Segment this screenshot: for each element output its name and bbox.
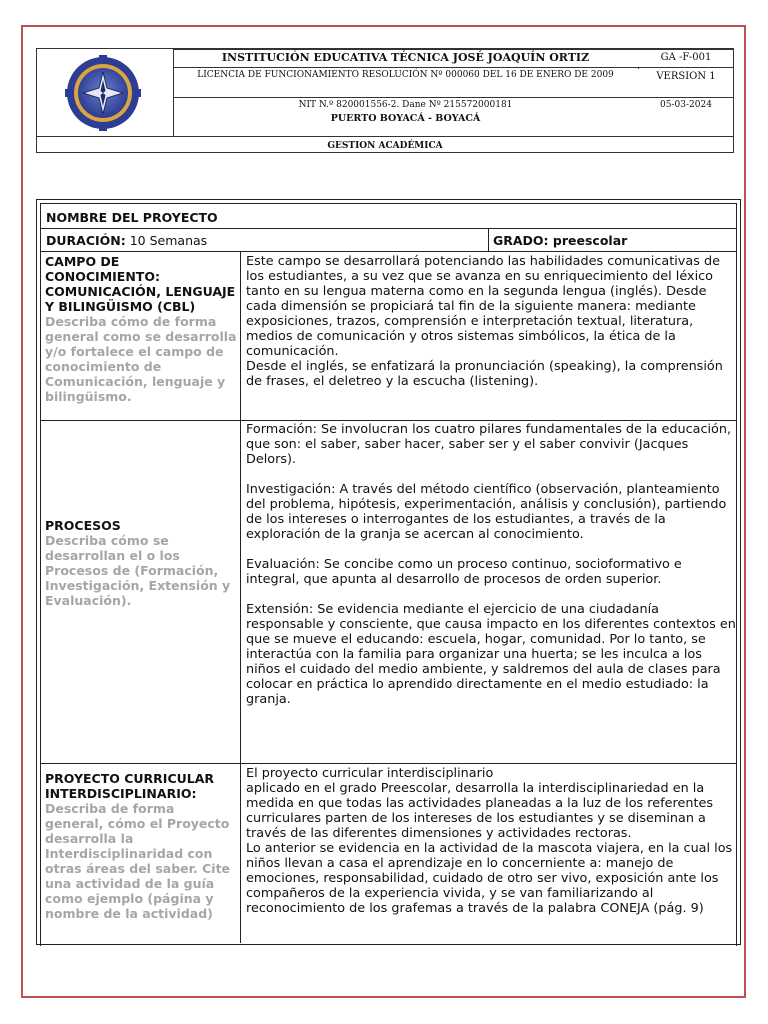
duration-label: DURACIÓN: (46, 233, 126, 248)
row-divider (41, 420, 736, 421)
project-name-label: NOMBRE DEL PROYECTO (46, 210, 218, 225)
interdisciplinario-paragraph: Lo anterior se evidencia en la actividad de la mascota viajera, en la cual los niños llevan a casa el aprendizaje en lo concerniente a: manejo de emociones, responsabilidad, cuidado de otro ser vivo, exposición ante los compañeros de la experiencia vivida, y se van familiarizando al reconocimiento de los grafemas a través de la palabra CONEJA (pág. 9) (246, 841, 733, 916)
cbl-label-cell (45, 254, 237, 404)
row-divider (41, 228, 736, 229)
interdisciplinario-paragraph: aplicado en el grado Preescolar, desarrolla la interdisciplinariedad en la medida en que todas las actividades planeadas a la luz de los referentes curriculares parten de los intereses de los estudiantes y se diseminan a través de las diferentes dimensiones y actividades rectoras. (246, 781, 714, 841)
interdisciplinario-label-cell (45, 771, 237, 921)
procesos-title: PROCESOS (45, 518, 121, 533)
label-column-divider (240, 251, 241, 943)
col-divider (488, 228, 489, 251)
section-title: GESTION ACADÉMICA (37, 136, 733, 154)
license-text: LICENCIA DE FUNCIONAMIENTO RESOLUCIÓN Nº 000060 DEL 16 DE ENERO DE 2009 (173, 67, 639, 69)
extension-paragraph: Extensión: Se evidencia mediante el ejercicio de una ciudadanía responsable y consciente, que causa impacto en los diferentes contextos en que se mueve el educando: escuela, hogar, comunidad. Por lo tanto, se interactúa con la familia para organizar una huerta; se les inculca a los niños el cuidado del medio ambiente, y saldremos del aula de clases para colocar en práctica lo aprendido directamente en el medio estudiado: la granja. (246, 602, 736, 707)
duration-value: 10 Semanas (129, 233, 208, 248)
cbl-hint: Describa cómo de forma general como se desarrolla y/o fortalece el campo de conocimiento de Comunicación, lenguaje y bilingüismo. (45, 314, 237, 404)
duration-cell (46, 233, 207, 248)
procesos-content-cell (246, 422, 736, 707)
evaluacion-paragraph: Evaluación: Se concibe como un proceso continuo, socioformativo e integral, que apunta al desarrollo de procesos de orden superior. (246, 557, 682, 587)
formacion-paragraph: Formación: Se involucran los cuatro pilares fundamentales de la educación, que son: el saber, saber hacer, saber ser y el saber convivir (Jacques Delors). (246, 422, 732, 467)
logo-cell (37, 49, 174, 136)
header-row-nit: NIT N.º 820001556-2. Dane Nº 215572000181 05-03-2024 (173, 97, 733, 98)
cbl-content-cell (246, 254, 736, 389)
investigacion-paragraph: Investigación: A través del método científico (observación, planteamiento del problema, hipótesis, experimentación, análisis y conclusión), partiendo de los intereses o interrogantes de los estudiantes, a través de la exploración de la granja se acercan al conocimiento. (246, 482, 727, 542)
grade-value: preescolar (552, 233, 628, 248)
document-header: INSTITUCIÓN EDUCATIVA TÉCNICA JOSÉ JOAQUÍN ORTIZ GA -F-001 LICENCIA DE FUNCIONAMIENTO RESOLUCIÓN Nº 000060 DEL 16 DE ENERO DE 2009 VERSION 1 NIT N.º 820001556-2. Dane Nº 215572000181 05-03-2024 PUERTO BOYACÁ - BOYACÁ GESTION ACADÉMICA (36, 48, 734, 153)
procesos-label-cell (45, 518, 237, 608)
header-row-institution: INSTITUCIÓN EDUCATIVA TÉCNICA JOSÉ JOAQUÍN ORTIZ GA -F-001 (173, 49, 733, 50)
school-seal-icon (51, 55, 155, 131)
cbl-paragraph: Desde el inglés, se enfatizará la pronunciación (speaking), la comprensión de frases, el deletreo y la escucha (listening). (246, 359, 723, 389)
project-table (36, 199, 741, 945)
grade-label: GRADO: (493, 233, 549, 248)
grade-cell (493, 233, 627, 248)
interdisciplinario-content-cell (246, 766, 736, 916)
interdisciplinario-line: El proyecto curricular interdisciplinario (246, 766, 494, 781)
project-table-inner (40, 203, 737, 946)
row-divider (41, 763, 736, 764)
interdisciplinario-hint: Describa de forma general, cómo el Proyecto desarrolla la Interdisciplinaridad con otras áreas del saber. Cite una actividad de la guía como ejemplo (página y nombre de la actividad) (45, 801, 231, 921)
header-row-license (173, 67, 733, 82)
interdisciplinario-title: PROYECTO CURRICULAR INTERDISCIPLINARIO: (45, 771, 215, 801)
cbl-title: CAMPO DE CONOCIMIENTO: COMUNICACIÓN, LENGUAJE Y BILINGÜISMO (CBL) (45, 254, 236, 314)
row-divider (41, 251, 736, 252)
cbl-paragraph: Este campo se desarrollará potenciando las habilidades comunicativas de los estudiantes, a su vez que se avanza en su enriquecimiento del léxico tanto en su lengua materna como en la segunda lengua (inglés). Desde cada dimensión se propiciará tal fin de la siguiente manera: mediante exposiciones, trazos, comprensión e interpretación textual, literatura, medios de comunicación y otros sistemas simbólicos, la ética de la comunicación. (246, 254, 720, 359)
document-version: VERSION 1 (656, 71, 716, 82)
procesos-hint: Describa cómo se desarrollan el o los Procesos de (Formación, Investigación, Extensión y Evaluación). (45, 533, 231, 608)
